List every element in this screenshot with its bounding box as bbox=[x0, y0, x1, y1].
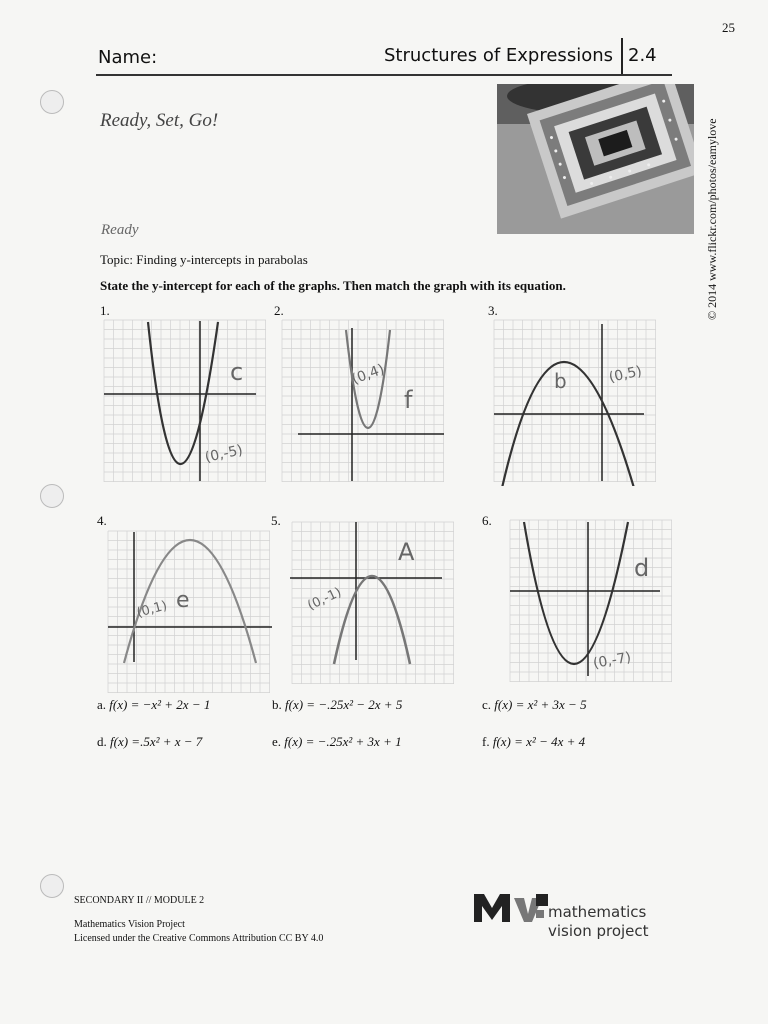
page-number: 25 bbox=[722, 20, 735, 35]
equation-option: d. f(x) =.5x² + x − 7 bbox=[97, 734, 203, 749]
photo-credit bbox=[700, 70, 724, 320]
handwritten-answer: A bbox=[398, 538, 415, 566]
hole-punch-mark bbox=[40, 874, 64, 898]
footer-project: Mathematics Vision Project bbox=[74, 919, 185, 930]
handwritten-answer: c bbox=[230, 358, 244, 386]
equation-option: b. f(x) = −.25x² − 2x + 5 bbox=[272, 697, 403, 712]
logo-text-line1: mathematics bbox=[548, 903, 647, 921]
page-title: Structures of Expressions bbox=[384, 45, 613, 66]
handwritten-answer: b bbox=[554, 369, 567, 393]
header-rule bbox=[96, 74, 672, 76]
name-label: Name: bbox=[98, 47, 158, 68]
equation-option: e. f(x) = −.25x² + 3x + 1 bbox=[272, 734, 402, 749]
graph-number: 3. bbox=[488, 303, 498, 318]
equation-option: c. f(x) = x² + 3x − 5 bbox=[482, 697, 587, 712]
mvp-logo-icon bbox=[472, 890, 552, 930]
graph-1 bbox=[100, 316, 270, 486]
handwritten-intercept: (0,-5) bbox=[203, 442, 245, 466]
graph-4 bbox=[104, 527, 274, 697]
ready-label: Ready bbox=[101, 222, 139, 238]
graph-number: 1. bbox=[100, 303, 110, 318]
section-heading: Ready, Set, Go! bbox=[100, 110, 219, 131]
svg-text:© 2014 www.flickr.com/photos/e: © 2014 www.flickr.com/photos/eamylove bbox=[705, 118, 719, 320]
graph-number: 2. bbox=[274, 303, 284, 318]
footer-license: Licensed under the Creative Commons Attribution CC BY 4.0 bbox=[74, 933, 324, 944]
hole-punch-mark bbox=[40, 90, 64, 114]
handwritten-answer: e bbox=[176, 588, 190, 613]
handwritten-intercept: (0,-7) bbox=[591, 649, 633, 672]
graph-number: 4. bbox=[97, 513, 107, 528]
graph-2 bbox=[278, 316, 448, 486]
header-divider bbox=[621, 38, 623, 76]
graph-5 bbox=[288, 518, 458, 688]
equation-option: a. f(x) = −x² + 2x − 1 bbox=[97, 697, 211, 712]
equation-option: f. f(x) = x² − 4x + 4 bbox=[482, 734, 586, 749]
handwritten-intercept: (0,-1) bbox=[305, 585, 344, 614]
hole-punch-mark bbox=[40, 484, 64, 508]
graph-number: 5. bbox=[271, 513, 281, 528]
graph-3 bbox=[490, 316, 660, 486]
handwritten-answer: f bbox=[404, 386, 413, 414]
footer-module: SECONDARY II // MODULE 2 bbox=[74, 895, 205, 906]
handwritten-intercept: (0,5) bbox=[607, 363, 644, 386]
graph-number: 6. bbox=[482, 513, 492, 528]
instructions: State the y-intercept for each of the graphs. Then match the graph with its equation. bbox=[100, 278, 566, 293]
logo-text-line2: vision project bbox=[548, 922, 649, 940]
handwritten-intercept: (0,1) bbox=[135, 598, 169, 621]
handwritten-answer: d bbox=[634, 554, 650, 582]
quilt-photo bbox=[497, 84, 694, 234]
handwritten-intercept: (0,4) bbox=[349, 361, 387, 388]
graph-6 bbox=[506, 516, 676, 686]
section-number: 2.4 bbox=[628, 45, 657, 66]
topic-line: Topic: Finding y-intercepts in parabolas bbox=[100, 252, 308, 267]
